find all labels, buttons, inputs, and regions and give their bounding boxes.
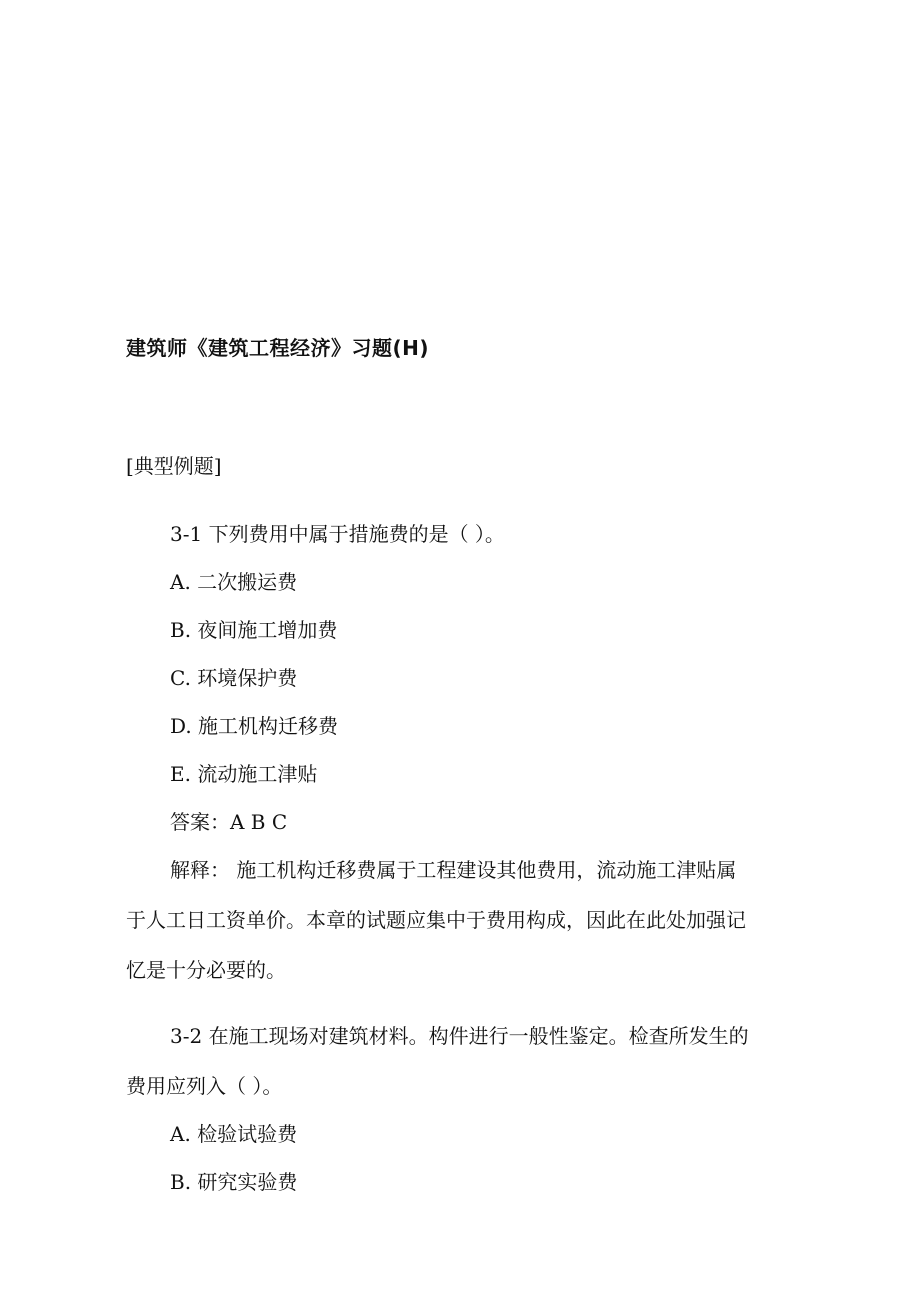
section-label: [典型例题] (126, 454, 222, 478)
question-3-1-option-e: E. 流动施工津贴 (170, 762, 318, 786)
question-3-2-stem-line-1: 3-2 在施工现场对建筑材料。构件进行一般性鉴定。检查所发生的 (170, 1024, 749, 1048)
question-3-1-option-a: A. 二次搬运费 (170, 570, 298, 594)
question-3-1-option-d: D. 施工机构迁移费 (170, 714, 339, 738)
document-title: 建筑师《建筑工程经济》习题(H) (126, 336, 430, 360)
question-3-2-stem-line-2: 费用应列入（ ）。 (126, 1074, 283, 1098)
question-3-1-explanation-line-2: 于人工日工资单价。本章的试题应集中于费用构成，因此在此处加强记 (126, 908, 746, 932)
question-3-1-stem: 3-1 下列费用中属于措施费的是（ ）。 (170, 522, 505, 546)
question-3-1-option-b: B. 夜间施工增加费 (170, 618, 338, 642)
question-3-1-explanation-line-3: 忆是十分必要的。 (126, 958, 286, 982)
question-3-2-option-b: B. 研究实验费 (170, 1170, 298, 1194)
question-3-1-explanation-line-1: 解释： 施工机构迁移费属于工程建设其他费用，流动施工津贴属 (170, 858, 737, 882)
question-3-1-option-c: C. 环境保护费 (170, 666, 298, 690)
question-3-1-answer: 答案：A B C (170, 810, 288, 834)
question-3-2-option-a: A. 检验试验费 (170, 1122, 298, 1146)
